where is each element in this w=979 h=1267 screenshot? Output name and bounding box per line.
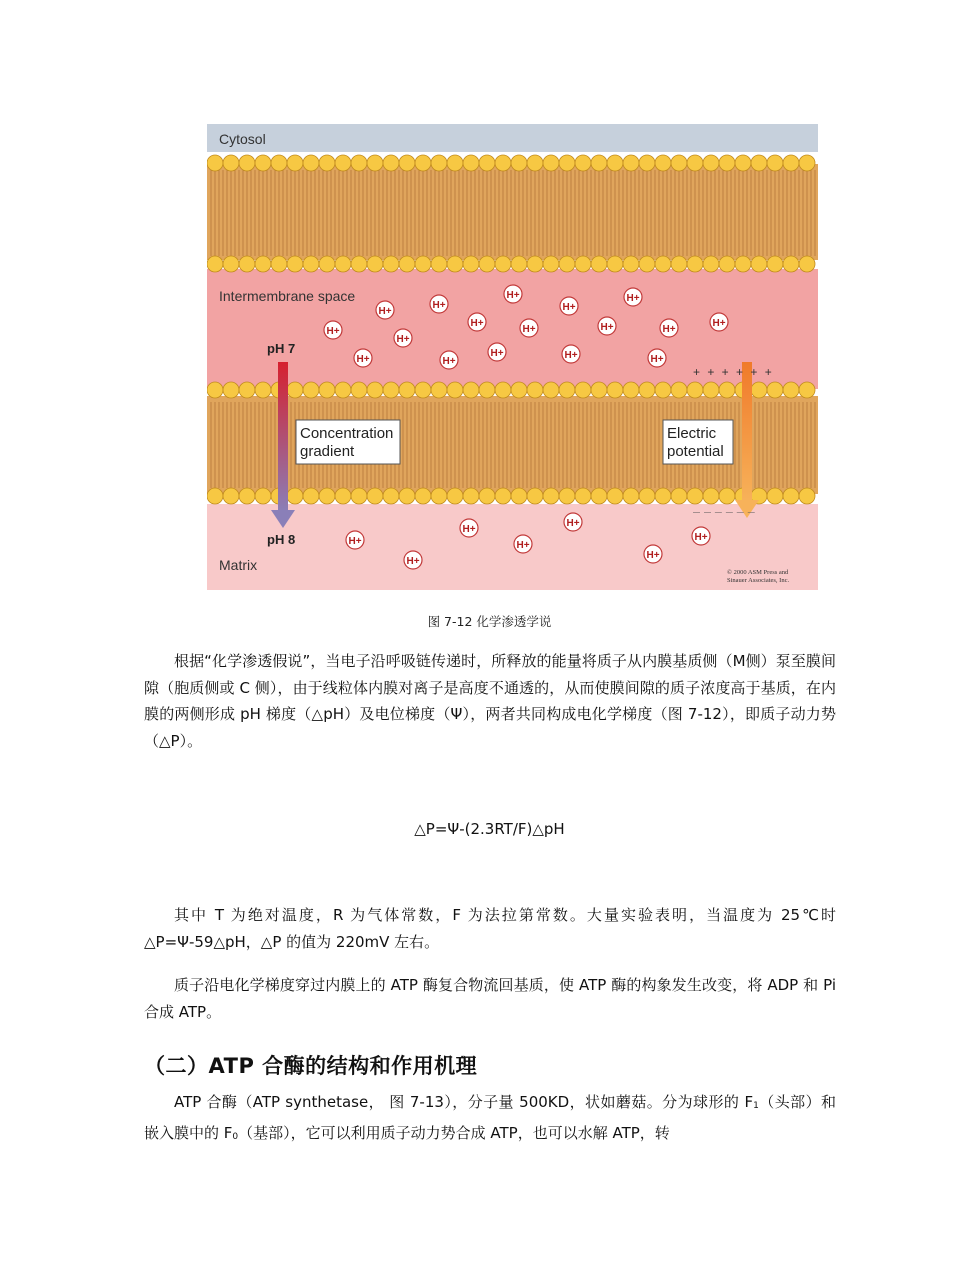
lipid-head — [479, 256, 495, 272]
lipid-head — [431, 382, 447, 398]
lipid-head — [479, 382, 495, 398]
lipid-head — [447, 382, 463, 398]
proton-icon — [468, 313, 486, 331]
p4-part1: ATP 合酶（ATP synthetase， 图 7-13），分子量 500KD，状如蘑菇。分为球形的 F — [174, 1093, 754, 1111]
lipid-head — [671, 256, 687, 272]
lipid-head — [303, 155, 319, 171]
lipid-head — [239, 488, 255, 504]
lipid-head — [335, 382, 351, 398]
svg-text:H+: H+ — [516, 540, 530, 551]
svg-text:H+: H+ — [522, 324, 536, 335]
lipid-head — [687, 256, 703, 272]
proton-icon — [504, 285, 522, 303]
svg-text:H+: H+ — [646, 550, 660, 561]
svg-text:H+: H+ — [356, 354, 370, 365]
lipid-head — [511, 488, 527, 504]
electric-potential-label-2: potential — [667, 443, 724, 460]
lipid-head — [783, 488, 799, 504]
lipid-head — [527, 488, 543, 504]
lipid-head — [431, 256, 447, 272]
svg-text:H+: H+ — [442, 356, 456, 367]
svg-text:H+: H+ — [650, 354, 664, 365]
proton-icon — [624, 288, 642, 306]
lipid-head — [495, 256, 511, 272]
lipid-head — [319, 488, 335, 504]
lipid-head — [415, 382, 431, 398]
proton-icon — [324, 321, 342, 339]
lipid-head — [591, 488, 607, 504]
svg-text:H+: H+ — [396, 334, 410, 345]
proton-icon — [488, 343, 506, 361]
lipid-head — [575, 488, 591, 504]
p4-sub2: 0 — [232, 1131, 239, 1142]
proton-motive-formula: △P=Ψ-(2.3RT/F)△pH — [414, 820, 565, 838]
intermembrane-label: Intermembrane space — [219, 288, 356, 304]
p4-part3: （基部），它可以利用质子动力势合成 ATP，也可以水解 ATP，转 — [238, 1123, 670, 1142]
proton-icon — [560, 297, 578, 315]
lipid-head — [463, 155, 479, 171]
chemiosmotic-figure — [207, 124, 818, 590]
proton-icon — [564, 513, 582, 531]
lipid-head — [543, 488, 559, 504]
lipid-head — [399, 382, 415, 398]
proton-icon — [598, 317, 616, 335]
svg-text:H+: H+ — [600, 322, 614, 333]
lipid-head — [575, 155, 591, 171]
lipid-head — [527, 256, 543, 272]
svg-text:H+: H+ — [566, 518, 580, 529]
lipid-head — [351, 155, 367, 171]
proton-icon — [404, 551, 422, 569]
lipid-head — [511, 382, 527, 398]
lipid-head — [719, 155, 735, 171]
lipid-head — [639, 155, 655, 171]
lipid-head — [415, 155, 431, 171]
lipid-head — [255, 382, 271, 398]
lipid-head — [559, 488, 575, 504]
lipid-head — [527, 155, 543, 171]
lipid-head — [687, 488, 703, 504]
p4-part2: （头部）和嵌入膜中的 F — [144, 1093, 836, 1142]
proton-icon — [710, 313, 728, 331]
lipid-head — [559, 256, 575, 272]
figure-caption: 图 7-12 化学渗透学说 — [427, 614, 552, 629]
lipid-head — [703, 256, 719, 272]
proton-icon — [394, 329, 412, 347]
lipid-head — [367, 155, 383, 171]
lipid-head — [607, 155, 623, 171]
lipid-head — [671, 488, 687, 504]
lipid-head — [783, 155, 799, 171]
proton-icon — [660, 319, 678, 337]
lipid-head — [767, 155, 783, 171]
proton-icon — [354, 349, 372, 367]
lipid-head — [303, 256, 319, 272]
lipid-head — [255, 155, 271, 171]
lipid-head — [351, 382, 367, 398]
lipid-head — [655, 382, 671, 398]
lipid-head — [399, 488, 415, 504]
lipid-head — [511, 155, 527, 171]
lipid-head — [207, 256, 223, 272]
lipid-head — [431, 155, 447, 171]
lipid-head — [287, 488, 303, 504]
lipid-head — [399, 256, 415, 272]
lipid-head — [415, 488, 431, 504]
proton-icon — [562, 345, 580, 363]
proton-icon — [346, 531, 364, 549]
lipid-head — [559, 382, 575, 398]
lipid-head — [463, 488, 479, 504]
svg-text:H+: H+ — [490, 348, 504, 359]
lipid-head — [799, 155, 815, 171]
lipid-head — [351, 488, 367, 504]
lipid-head — [575, 256, 591, 272]
lipid-head — [703, 382, 719, 398]
minus-signs: — — — — — — — [693, 509, 756, 516]
proton-icon — [692, 527, 710, 545]
lipid-head — [239, 155, 255, 171]
lipid-head — [207, 382, 223, 398]
lipid-head — [383, 155, 399, 171]
lipid-head — [735, 256, 751, 272]
lipid-head — [751, 155, 767, 171]
lipid-head — [255, 256, 271, 272]
lipid-head — [335, 155, 351, 171]
lipid-head — [287, 155, 303, 171]
proton-icon — [648, 349, 666, 367]
lipid-head — [495, 382, 511, 398]
proton-icon — [376, 301, 394, 319]
lipid-head — [415, 256, 431, 272]
lipid-head — [447, 256, 463, 272]
lipid-head — [639, 382, 655, 398]
svg-text:H+: H+ — [712, 318, 726, 329]
lipid-head — [703, 155, 719, 171]
lipid-head — [367, 382, 383, 398]
lipid-head — [543, 155, 559, 171]
lipid-head — [607, 382, 623, 398]
lipid-head — [383, 256, 399, 272]
lipid-head — [671, 382, 687, 398]
lipid-head — [271, 256, 287, 272]
cytosol-label: Cytosol — [219, 131, 266, 147]
svg-text:H+: H+ — [326, 326, 340, 337]
svg-text:H+: H+ — [626, 293, 640, 304]
lipid-head — [463, 382, 479, 398]
lipid-head — [287, 256, 303, 272]
lipid-head — [495, 155, 511, 171]
lipid-head — [543, 256, 559, 272]
lipid-head — [383, 382, 399, 398]
lipid-head — [255, 488, 271, 504]
concentration-gradient-label-2: gradient — [300, 443, 355, 460]
lipid-head — [655, 488, 671, 504]
lipid-head — [239, 382, 255, 398]
lipid-head — [719, 488, 735, 504]
lipid-head — [207, 155, 223, 171]
paragraph-chemiosmotic: 根据“化学渗透假说”，当电子沿呼吸链传递时，所释放的能量将质子从内膜基质侧（M侧）泵至膜间隙（胞质侧或 C 侧），由于线粒体内膜对离子是高度不通透的，从而使膜间隙的质子浓度高于基质，在内膜的两侧形成 pH 梯度（△pH）及电位梯度（Ψ），两者共同构成电化学梯度（图 7-12），即质子动力势（△P）。 — [144, 652, 836, 750]
lipid-head — [223, 382, 239, 398]
lipid-head — [479, 488, 495, 504]
lipid-head — [719, 256, 735, 272]
matrix-label: Matrix — [219, 557, 258, 573]
proton-icon — [430, 295, 448, 313]
lipid-head — [367, 256, 383, 272]
lipid-head — [575, 382, 591, 398]
lipid-head — [767, 488, 783, 504]
proton-icon — [440, 351, 458, 369]
ph7-label: pH 7 — [267, 341, 296, 356]
lipid-head — [335, 488, 351, 504]
lipid-head — [303, 488, 319, 504]
svg-text:H+: H+ — [470, 318, 484, 329]
lipid-head — [783, 382, 799, 398]
lipid-head — [527, 382, 543, 398]
svg-text:H+: H+ — [432, 300, 446, 311]
lipid-head — [703, 488, 719, 504]
lipid-head — [239, 256, 255, 272]
lipid-head — [767, 256, 783, 272]
lipid-head — [767, 382, 783, 398]
lipid-head — [751, 256, 767, 272]
lipid-head — [463, 256, 479, 272]
lipid-head — [319, 256, 335, 272]
lipid-head — [591, 256, 607, 272]
lipid-head — [783, 256, 799, 272]
lipid-head — [639, 256, 655, 272]
lipid-head — [335, 256, 351, 272]
lipid-head — [799, 382, 815, 398]
lipid-head — [223, 488, 239, 504]
proton-icon — [514, 535, 532, 553]
lipid-head — [591, 382, 607, 398]
lipid-head — [319, 382, 335, 398]
lipid-head — [223, 155, 239, 171]
copyright-line-2: Sinauer Associates, Inc. — [727, 577, 790, 584]
lipid-head — [799, 488, 815, 504]
lipid-head — [623, 256, 639, 272]
lipid-head — [623, 488, 639, 504]
lipid-head — [447, 155, 463, 171]
lipid-head — [687, 155, 703, 171]
proton-icon — [520, 319, 538, 337]
lipid-head — [591, 155, 607, 171]
lipid-head — [271, 155, 287, 171]
lipid-head — [623, 155, 639, 171]
lipid-head — [287, 382, 303, 398]
lipid-head — [367, 488, 383, 504]
section-heading: （二）ATP 合酶的结构和作用机理 — [144, 1054, 478, 1078]
cytosol-region — [207, 124, 818, 152]
svg-text:H+: H+ — [662, 324, 676, 335]
copyright-line-1: © 2000 ASM Press and — [727, 569, 789, 576]
lipid-head — [719, 382, 735, 398]
lipid-head — [655, 155, 671, 171]
plus-signs: + + + + + + — [693, 365, 774, 379]
electric-potential-label-1: Electric — [667, 425, 717, 442]
lipid-head — [511, 256, 527, 272]
lipid-head — [799, 256, 815, 272]
lipid-head — [607, 256, 623, 272]
paragraph-atp-synthase — [144, 1089, 836, 1150]
lipid-head — [751, 382, 767, 398]
proton-icon — [460, 519, 478, 537]
lipid-head — [559, 155, 575, 171]
lipid-head — [623, 382, 639, 398]
lipid-head — [223, 256, 239, 272]
lipid-head — [639, 488, 655, 504]
p4-sub1: 1 — [753, 1101, 759, 1111]
svg-text:H+: H+ — [348, 536, 362, 547]
lipid-head — [351, 256, 367, 272]
lipid-head — [447, 488, 463, 504]
svg-text:H+: H+ — [406, 556, 420, 567]
paragraph-atp-synthesis: 质子沿电化学梯度穿过内膜上的 ATP 酶复合物流回基质，使 ATP 酶的构象发生改变，将 ADP 和 Pi 合成 ATP。 — [144, 976, 836, 1021]
lipid-head — [655, 256, 671, 272]
lipid-head — [687, 382, 703, 398]
lipid-head — [735, 155, 751, 171]
lipid-head — [431, 488, 447, 504]
lipid-head — [607, 488, 623, 504]
svg-text:H+: H+ — [562, 302, 576, 313]
paragraph-constants: 其中 T 为绝对温度，R 为气体常数，F 为法拉第常数。大量实验表明，当温度为 25℃时△P=Ψ-59△pH，△P 的值为 220mV 左右。 — [144, 906, 836, 951]
lipid-head — [303, 382, 319, 398]
lipid-head — [543, 382, 559, 398]
lipid-head — [495, 488, 511, 504]
svg-text:H+: H+ — [564, 350, 578, 361]
svg-text:H+: H+ — [506, 290, 520, 301]
svg-text:H+: H+ — [694, 532, 708, 543]
proton-icon — [644, 545, 662, 563]
lipid-head — [671, 155, 687, 171]
svg-text:H+: H+ — [378, 306, 392, 317]
concentration-gradient-label-1: Concentration — [300, 425, 394, 442]
lipid-head — [479, 155, 495, 171]
lipid-head — [383, 488, 399, 504]
lipid-head — [399, 155, 415, 171]
ph8-label: pH 8 — [267, 532, 296, 547]
lipid-head — [319, 155, 335, 171]
lipid-head — [207, 488, 223, 504]
svg-text:H+: H+ — [462, 524, 476, 535]
